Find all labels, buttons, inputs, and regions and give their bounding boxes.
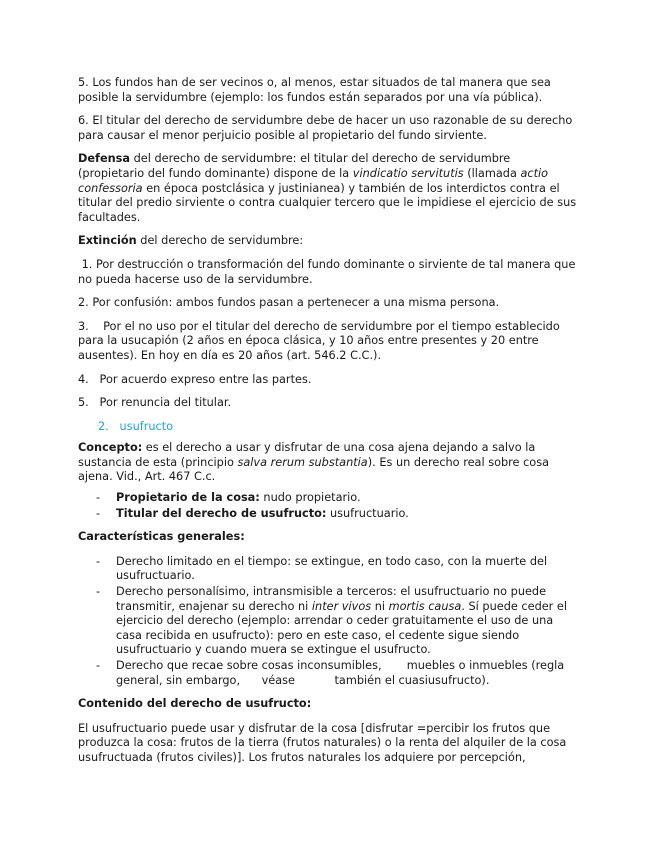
extincion-item-2: 2. Por confusión: ambos fundos pasan a pertenecer a una misma persona. bbox=[78, 296, 500, 310]
defensa-italic-2: actio confessoria bbox=[78, 166, 549, 195]
list-item bbox=[78, 507, 578, 522]
caracteristicas-label: Características generales: bbox=[78, 530, 245, 544]
contenido-label: Contenido del derecho de usufructo: bbox=[78, 697, 312, 711]
document-page bbox=[78, 76, 578, 775]
extincion-item-3: 3. Por el no uso por el titular del derecho de servidumbre por el tiempo establecido para la usucapión (2 años en época clásica, y 10 años entre presentes y 20 entre ausentes). En hoy en día es 20 años (art. 546.2 C.C.). bbox=[78, 319, 564, 362]
concepto-paragraph bbox=[78, 441, 578, 485]
defensa-text-1: del derecho de servidumbre: el titular del derecho de servidumbre (propietario del fundo dominante) dispone de la bbox=[78, 152, 511, 180]
concepto-text-2: ). Es un derecho real sobre cosa ajena. Vid., Art. 467 C.c. bbox=[78, 455, 550, 484]
extincion-item-4: 4. Por acuerdo expreso entre las partes. bbox=[78, 372, 312, 386]
list-item-text: nudo propietario. bbox=[259, 491, 361, 505]
extincion-heading bbox=[78, 234, 578, 249]
list-item: - Derecho que recae sobre cosas inconsumibles, muebles o inmuebles (regla general, sin embargo, véase también el cuasiusufructo). bbox=[78, 659, 578, 688]
list-item-label: Titular del derecho de usufructo: bbox=[116, 506, 327, 520]
paragraph-6: 6. El titular del derecho de servidumbre debe de hacer un uso razonable de su derecho para causar el menor perjuicio posible al propietario del fundo sirviente. bbox=[78, 114, 573, 142]
defensa-text-3: en época postclásica y justinianea) y también de los interdictos contra el titular del predio sirviente o contra cualquier tercero que le impidiese el ejercicio de sus facultades. bbox=[78, 181, 577, 224]
paragraph-5: 5. Los fundos han de ser vecinos o, al menos, estar situados de tal manera que sea posible la servidumbre (ejemplo: los fundos están separados por una vía pública). bbox=[78, 76, 551, 104]
list-item-text-3: . Sí puede ceder el ejercicio del derecho (ejemplo: arrendar o ceder gratuitamente el uso de una casa recibida en usufructo): pero en este caso, el cedente sigue siendo usufructuario y cuando muera se extingue el usufructo. bbox=[116, 599, 568, 657]
extincion-item-5: 5. Por renuncia del titular. bbox=[78, 396, 232, 410]
list-item: - Derecho limitado en el tiempo: se extingue, en todo caso, con la muerte del usufructuario. bbox=[78, 555, 578, 584]
list-item-text-2: ni bbox=[371, 599, 389, 613]
defensa-italic-1: vindicatio servitutis bbox=[352, 166, 464, 180]
caracteristicas-list bbox=[78, 555, 578, 688]
caracteristicas-heading bbox=[78, 530, 578, 545]
concepto-label: Concepto: bbox=[78, 441, 143, 455]
concepto-text-1: es el derecho a usar y disfrutar de una cosa ajena dejando a salvo la sustancia de esta (principio bbox=[78, 441, 536, 469]
list-item-label: Propietario de la cosa: bbox=[116, 491, 260, 505]
extincion-label: Extinción bbox=[78, 234, 137, 248]
list-item-text: usufructuario. bbox=[326, 506, 409, 520]
section-heading-usufructo: 2. usufructo bbox=[98, 419, 174, 433]
defensa-label: Defensa bbox=[78, 152, 131, 166]
defensa-text-2: (llamada bbox=[463, 166, 521, 180]
extincion-text: del derecho de servidumbre: bbox=[136, 234, 304, 248]
contenido-paragraph: El usufructuario puede usar y disfrutar de la cosa [disfrutar =percibir los frutos que produzca la cosa: frutos de la tierra (frutos naturales) o la renta del alquiler de la cosa usufructuada (frutos civiles)]. Los frutos naturales los adquiere por percepción, bbox=[78, 721, 567, 764]
list-item bbox=[78, 585, 578, 658]
contenido-heading bbox=[78, 697, 578, 712]
extincion-item-1: 1. Por destrucción o transformación del fundo dominante o sirviente de tal manera que no pueda hacerse uso de la servidumbre. bbox=[78, 257, 580, 286]
defensa-paragraph bbox=[78, 152, 578, 225]
list-item bbox=[78, 491, 578, 506]
concepto-italic: salva rerum substantia bbox=[237, 455, 368, 469]
concepto-list bbox=[78, 491, 578, 521]
list-item-italic-1: inter vivos bbox=[311, 599, 372, 613]
list-item-italic-2: mortis causa bbox=[388, 599, 462, 613]
list-item-text-1: Derecho personalísimo, intransmisible a terceros: el usufructuario no puede transmitir, enajenar su derecho ni bbox=[116, 585, 547, 613]
